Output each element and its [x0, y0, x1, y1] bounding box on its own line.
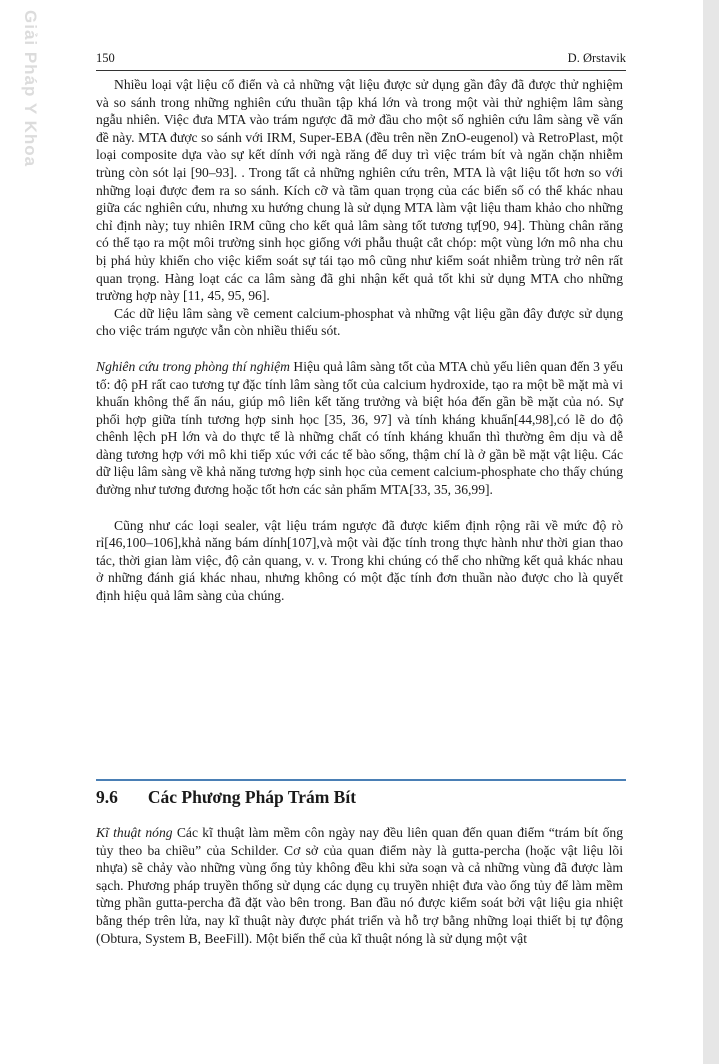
section-title-text: Các Phương Pháp Trám Bít: [147, 787, 357, 807]
section-heading-block: [96, 779, 626, 808]
paragraph-lab-studies: [96, 358, 623, 499]
paragraph-gap: [96, 499, 623, 517]
paragraph-clinical-studies: Nhiều loại vật liệu cổ điển và cả những vật liệu được sử dụng gần đây đã được thử nghiệm và so sánh trong những nghiên cứu thuần tập khá lớn và trong một vài thử nghiệm lâm sàng ngẫu nhiên. Việc đưa MTA vào trám ngược đã mở đầu cho một số nghiên cứu lâm sàng về vấn đề này. MTA được so sánh với IRM, Super-EBA (đều trên nền ZnO-eugenol) và RetroPlast, một loại composite dựa vào sự kết dính với ngà răng để duy trì việc trám bít và ngăn chặn nhiễm trùng còn sót lại [90–93]. . Trong tất cả những nghiên cứu trên, MTA là vật liệu tốt hơn so với những loại được đem ra so sánh. Kích cỡ và tầm quan trọng của các biến số có thể khác nhau giữa các nghiên cứu, nhưng xu hướng chung là sử dụng MTA làm vật liệu tham khảo cho những chỉ định này; tuy nhiên IRM cũng cho kết quả lâm sàng tốt tương tự[90, 94]. Thùng chân răng có thể tạo ra một môi trường sinh học giống với phẫu thuật cắt chóp: một vùng lớn mô nha chu bị phá hủy khiến cho việc kiểm soát sự tái tạo mô cũng như kiểm soát nhiễm trùng trở nên rất quan trọng. Hàng loạt các ca lâm sàng đã ghi nhận kết quả tốt khi sử dụng MTA cho những trường hợp này [11, 45, 95, 96].: [96, 77, 623, 304]
section-title: [96, 787, 626, 808]
section-number: 9.6: [96, 787, 118, 807]
viewer-gutter: [703, 0, 719, 1064]
paragraph-lab-text: Hiệu quả lâm sàng tốt của MTA chủ yếu liên quan đến 3 yếu tố: độ pH rất cao tương tự đặc tính lâm sàng tốt của calcium hydroxide, tạo ra một bề mặt mà vi khuẩn không thể ẩn náu, giúp mô liên kết tăng trưởng và biệt hóa đến gần bề mặt của nó. Sự phối hợp giữa tính tương hợp sinh học [35, 36, 97] và tính kháng khuẩn[44,98],có lẽ do độ chênh lệch pH lớn và do thực tế là những chất có tính kháng khuẩn thì thường êm dịu và dễ dàng tương hợp với mô khi tiếp xúc với các tế bào sống, thậm chí là ở gần bề mặt vật liệu. Các dữ liệu lâm sàng về khả năng tương hợp sinh học của cement calcium-phosphate cho thấy chúng đường như tương đương hoặc tốt hơn các sản phẩm MTA[33, 35, 36,99].: [96, 358, 623, 498]
author-name: D. Ørstavik: [567, 51, 626, 65]
paragraph-sealer: Cũng như các loại sealer, vật liệu trám ngược đã được kiểm định rộng rãi về mức độ rò rỉ[46,100–106],khả năng bám dính[107],và một vài đặc tính trong thực hành như thời gian thao tác, thời gian làm việc, độ cản quang, v. v. Trong khi chúng có thể cho những kết quả khác nhau ở những đánh giá khác nhau, nhưng không có một đặc tính đơn thuần nào được cho là quyết định hiệu quả lâm sàng của chúng.: [96, 517, 623, 604]
header-rule: [96, 70, 626, 71]
paragraph-warm-technique: [96, 824, 623, 947]
paragraph-calcium-phosphate: Các dữ liệu lâm sàng về cement calcium-phosphat và những vật liệu gần đây được sử dụng cho việc trám ngược vẫn còn nhiều thiếu sót.: [96, 305, 623, 339]
section-body-text: [96, 824, 623, 947]
paragraph-lead-italic: Nghiên cứu trong phòng thí nghiệm: [96, 358, 290, 374]
watermark: Giải Pháp Y Khoa: [21, 10, 40, 168]
paragraph-warm-text: Các kĩ thuật làm mềm côn ngày nay đều liên quan đến quan điểm “trám bít ống tủy theo ba chiều” của Schilder. Cơ sở của quan điểm này là gutta-percha (hoặc vật liệu lõi nhựa) sẽ chảy vào những vùng ống tủy không đều khi sửa soạn và cả những vùng đã được làm sạch. Phương pháp truyền thống sử dụng các dụng cụ truyền nhiệt đưa vào ống tủy để làm mềm từng phần gutta-percha đã đặt vào bên trong. Ban đầu nó được kiểm soát bởi vật liệu gia nhiệt bằng thép trên lửa, nay kĩ thuật này được phát triển và hỗ trợ bằng những loại thiết bị tự động (Obtura, System B, BeeFill). Một biến thể của kĩ thuật nóng là sử dụng một vật: [96, 825, 623, 946]
paragraph-gap: [96, 340, 623, 358]
body-text: [96, 76, 623, 605]
page-number: 150: [96, 51, 115, 65]
paragraph-lead-italic: Kĩ thuật nóng: [96, 825, 173, 840]
running-header: [96, 51, 626, 66]
section-rule: [96, 779, 626, 781]
